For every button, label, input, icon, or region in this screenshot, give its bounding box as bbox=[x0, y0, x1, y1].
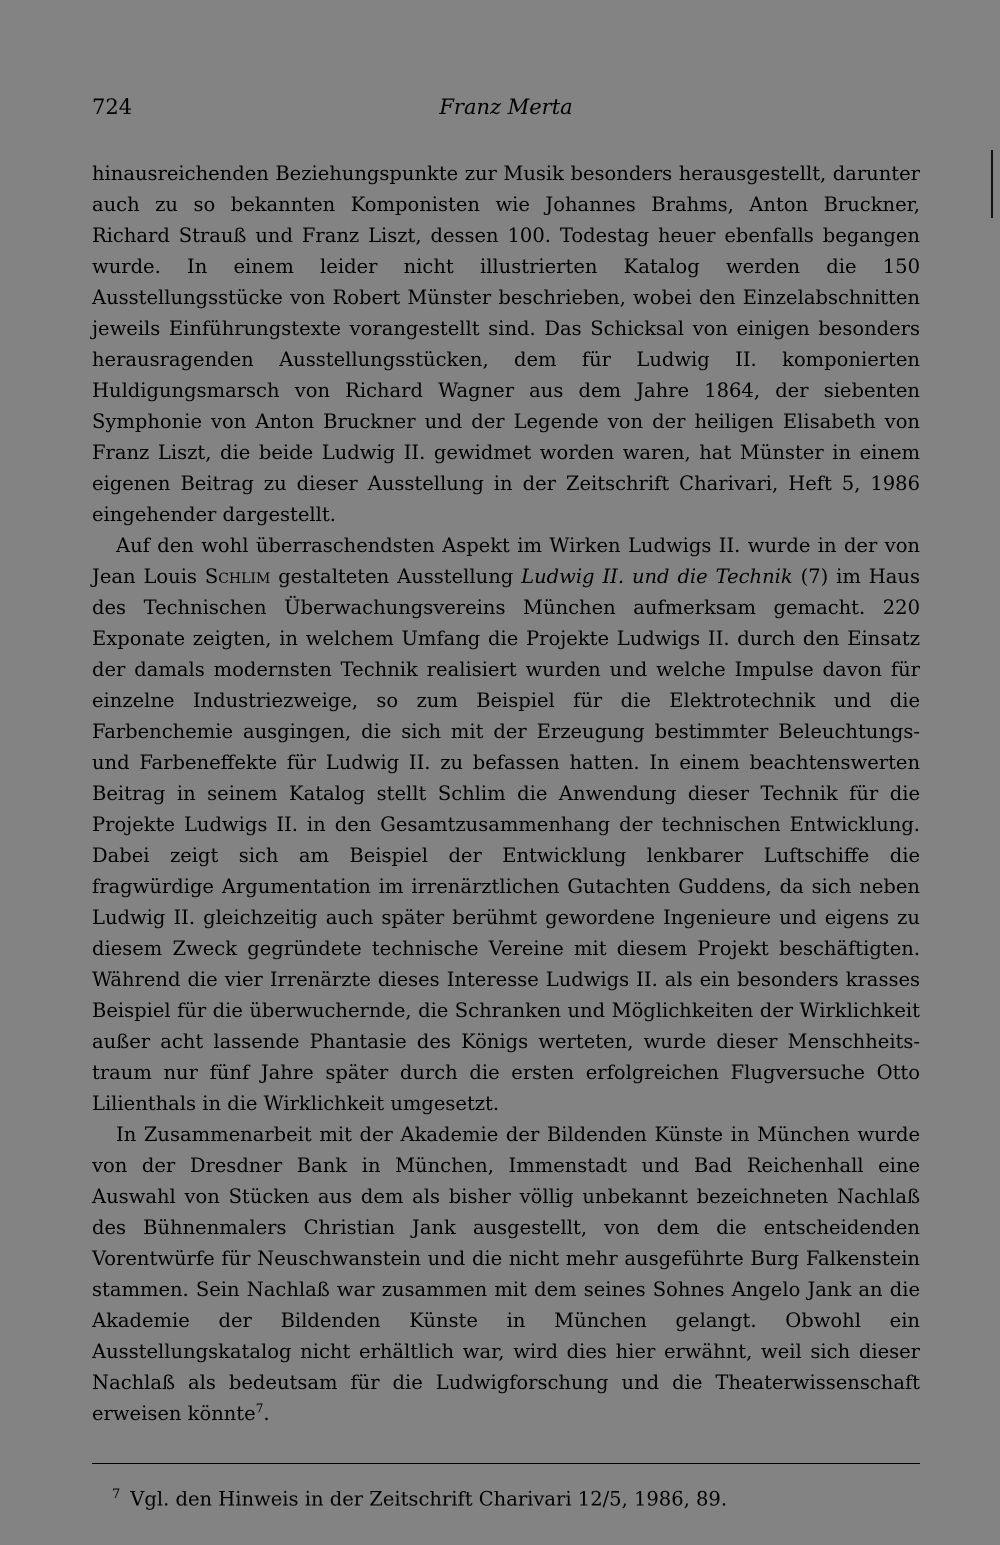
footnote-text: Vgl. den Hinweis in der Zeitschrift Charivari 12/5, 1986, 89. bbox=[130, 1487, 728, 1511]
page-header bbox=[92, 92, 920, 122]
margin-bar bbox=[991, 150, 993, 218]
paragraph-2 bbox=[92, 530, 920, 1119]
paragraph-2-text-b: gestalteten Ausstellung bbox=[270, 565, 522, 588]
exhibition-title: Ludwig II. und die Technik bbox=[521, 565, 793, 588]
paragraph-3-text: In Zusammenarbeit mit der Akademie der Bildenden Künste in München wurde von der Dresdner Bank in München, Immenstadt und Bad Reichenhall eine Auswahl von Stücken aus dem als bisher völlig unbekannt bezeichneten Nachlaß des Bühnenmalers Christian Jank ausgestellt, von dem die entscheidenden Vorentwürfe für Neuschwanstein und die nicht mehr ausgeführte Burg Falkenstein stammen. Sein Nachlaß war zusammen mit dem seines Sohnes Angelo Jank an die Akademie der Bildenden Künste in München gelangt. Obwohl ein Ausstellungskatalog nicht erhältlich war, wird dies hier erwähnt, weil sich dieser Nachlaß als bedeutsam für die Ludwigforschung und die Theaterwissenschaft erweisen könnte bbox=[92, 1123, 920, 1425]
paragraph-3 bbox=[92, 1119, 920, 1429]
footnote-mark: 7 bbox=[112, 1487, 121, 1502]
page-number: 724 bbox=[92, 95, 133, 119]
footnote-reference[interactable]: 7 bbox=[255, 1401, 264, 1416]
running-title: Franz Merta bbox=[439, 95, 573, 119]
paragraph-3-end: . bbox=[263, 1402, 270, 1425]
footnote bbox=[112, 1480, 912, 1515]
body-text bbox=[92, 158, 920, 1429]
paragraph-1: hinausreichenden Beziehungspunkte zur Musik besonders herausgestellt, darunter auch zu so bekannten Komponisten wie Johannes Brahms, Anton Bruckner, Richard Strauß und Franz Liszt, dessen 100. Todestag heuer ebenfalls begangen wurde. In einem leider nicht illustrierten Katalog werden die 150 Ausstellungsstücke von Robert Münster beschrieben, wobei den Einzelabschnitten jeweils Einführungstexte vorangestellt sind. Das Schicksal von einigen besonders herausragenden Ausstellungsstücken, dem für Ludwig II. komponierten Huldigungsmarsch von Richard Wagner aus dem Jahre 1864, der siebenten Symphonie von Anton Bruckner und der Legende von der heiligen Elisabeth von Franz Liszt, die beide Ludwig II. gewidmet worden waren, hat Münster in einem eigenen Beitrag zu dieser Ausstellung in der Zeitschrift Charivari, Heft 5, 1986 eingehender dargestellt. bbox=[92, 162, 920, 526]
paragraph-2-text-c: (7) im Haus des Technischen Überwachungsvereins München aufmerksam gemacht. 220 Exponate zeigten, in welchem Umfang die Projekte Ludwigs II. durch den Einsatz der damals modernsten Technik realisiert wurden und welche Impulse davon für einzelne Industriezweige, so zum Beispiel für die Elektrotechnik und die Farbenchemie ausgingen, die sich mit der Erzeugung bestimmter Beleuchtungs- und Farbeneffekte für Ludwig II. zu befassen hatten. In einem beachtenswerten Beitrag in seinem Katalog stellt Schlim die Anwendung dieser Technik für die Projekte Ludwigs II. in den Gesamtzusammenhang der technischen Entwicklung. Dabei zeigt sich am Beispiel der Entwicklung lenkbarer Luftschiffe die fragwürdige Argumentation im irrenärztlichen Gutachten Guddens, da sich neben Ludwig II. gleichzeitig auch später berühmt gewordene Ingenieure und eigens zu diesem Zweck gegründete technische Vereine mit diesem Projekt beschäftigten. Während die vier Irrenärzte dieses Interesse Ludwigs II. als ein besonders krasses Beispiel für die überwuchernde, die Schranken und Möglichkeiten der Wirklichkeit außer acht lassende Phantasie des Königs werteten, wurde dieser Menschheitstraum nur fünf Jahre später durch die ersten erfolgreichen Flugversuche Otto Lilienthals in die Wirklichkeit umgesetzt. bbox=[92, 565, 920, 1115]
paragraph-2-text-a: Auf den wohl überraschendsten Aspekt im Wirken Ludwigs II. wurde in der von Jean Louis bbox=[92, 534, 920, 588]
footnote-divider bbox=[92, 1463, 920, 1464]
author-name: Schlim bbox=[204, 565, 271, 588]
